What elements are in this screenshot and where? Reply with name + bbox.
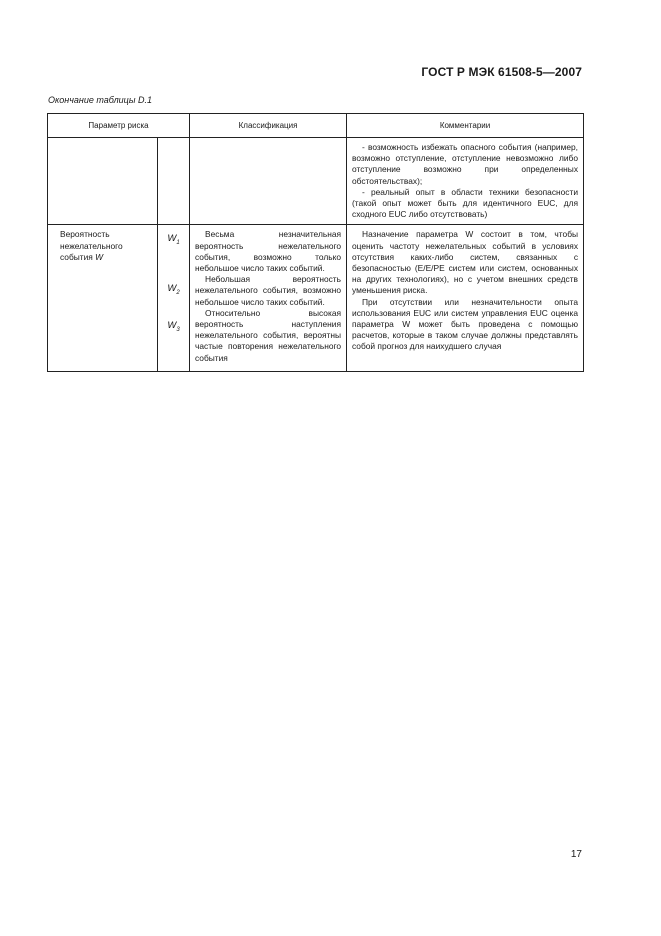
code-w1: $W_1$ bbox=[167, 233, 180, 247]
cell-parameter-empty bbox=[48, 138, 158, 225]
cell-parameter-probability bbox=[48, 225, 158, 372]
classification-w1: Весьма незначительная вероятность нежелательного события, возможно только небольшое число таких событий. bbox=[195, 229, 342, 274]
document-header: ГОСТ Р МЭК 61508-5—2007 bbox=[421, 65, 582, 79]
cell-comments-continuation bbox=[347, 138, 584, 225]
page-number: 17 bbox=[570, 849, 582, 860]
table-header-row bbox=[48, 114, 584, 138]
cell-code-empty bbox=[158, 138, 190, 225]
parameter-name: Вероятность нежелательного события bbox=[60, 229, 123, 262]
column-header-comments: Комментарии bbox=[347, 114, 584, 138]
comment-paragraph: При отсутствии или незначительности опыта использования EUC или систем управления EUC оценка параметра W может быть проведена с помощью расчетов, которые в таком случае должны представлять собой прогноз для наихудшего случая bbox=[352, 296, 579, 352]
table-row-probability bbox=[48, 225, 584, 372]
classification-w3: Относительно высокая вероятность наступления нежелательного события, вероятны частые повторения нежелательного события bbox=[195, 307, 342, 363]
comment-paragraph: - реальный опыт в области техники безопасности (такой опыт может быть для идентичного EUC, для сходного EUC либо отсутствовать) bbox=[352, 186, 579, 220]
column-header-classification: Классификация bbox=[190, 114, 347, 138]
classification-w2: Небольшая вероятность нежелательного события, возможно небольшое число таких событий. bbox=[195, 274, 342, 307]
cell-comments bbox=[347, 225, 584, 372]
table-row-continuation bbox=[48, 138, 584, 225]
cell-classification-empty bbox=[190, 138, 347, 225]
parameter-symbol: W bbox=[95, 251, 104, 262]
cell-classification bbox=[190, 225, 347, 372]
comment-paragraph: - возможность избежать опасного события (например, возможно отступление, отступление невозможно либо отступление возможно при определенных обстоятельствах); bbox=[352, 142, 579, 186]
code-w2: $W_2$ bbox=[167, 283, 180, 297]
comment-paragraph: Назначение параметра W состоит в том, чтобы оценить частоту нежелательных событий в условиях отсутствия каких-либо систем, связанных с безопасностью (E/E/PE систем или систем, основанных на других технологиях), но с учетом внешних средств уменьшения риска. bbox=[352, 229, 579, 296]
column-header-parameter: Параметр риска bbox=[48, 114, 190, 138]
cell-codes bbox=[158, 225, 190, 372]
risk-parameter-table bbox=[47, 113, 584, 372]
code-w3: $W_3$ bbox=[167, 320, 180, 334]
table-caption: Окончание таблицы D.1 bbox=[48, 95, 152, 105]
